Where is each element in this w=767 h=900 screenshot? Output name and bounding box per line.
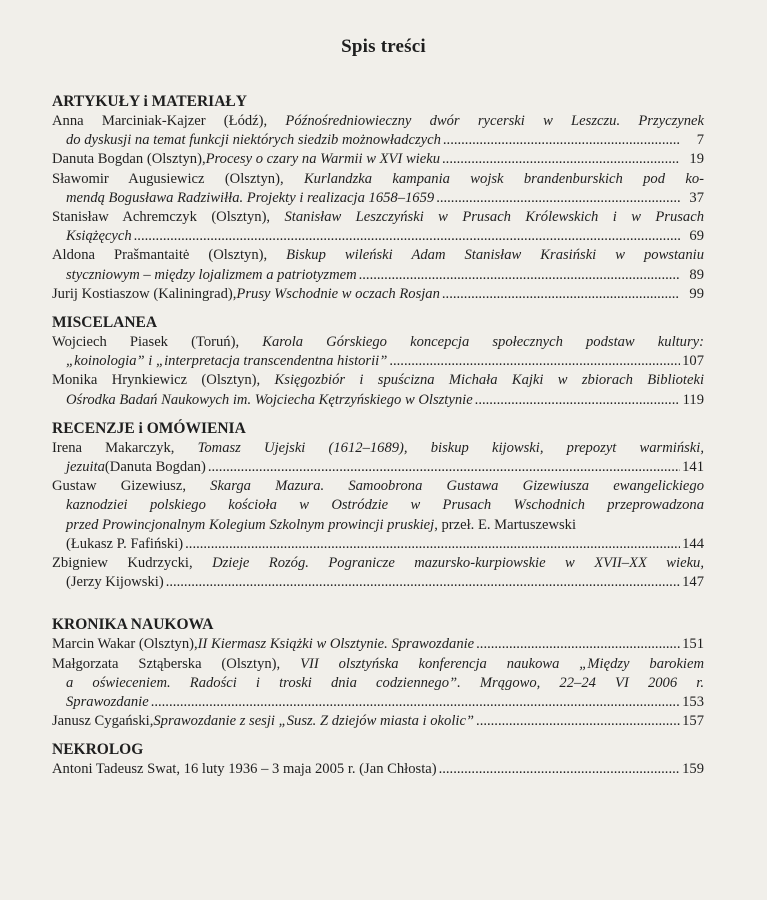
- leader-dots: [166, 573, 680, 592]
- toc-entry: [52, 285, 704, 304]
- page-number: 153: [682, 694, 704, 711]
- toc-entry: [52, 655, 704, 713]
- entry-title: II Kiermasz Książki w Olsztynie. Sprawozdanie: [197, 636, 475, 653]
- leader-dots: [389, 352, 680, 371]
- entry-author: Małgorzata Sztąberska (Olsztyn),: [52, 655, 301, 672]
- section-nekrolog: [52, 740, 704, 779]
- toc-entry: [52, 333, 704, 371]
- entry-author: Anna Marciniak-Kajzer (Łódź),: [52, 113, 286, 129]
- toc-entry: [52, 635, 704, 654]
- entry-author: Monika Hrynkiewicz (Olsztyn),: [52, 372, 275, 389]
- entry-title-cont: styczniowym – między lojalizmem a patriotyzmem: [66, 266, 357, 283]
- section-heading: RECENZJE i OMÓWIENIA: [52, 419, 246, 437]
- entry-author: Zbigniew Kudrzycki,: [52, 555, 213, 572]
- section-recenzje: [52, 419, 704, 593]
- entry-title: Skarga Mazura. Samoobrona Gustawa Gizewiusza ewangelickiego: [210, 478, 704, 495]
- entry-title: Tomasz Ujejski (1612–1689), biskup kijowski, prepozyt warmiński,: [197, 439, 704, 456]
- leader-dots: [442, 150, 680, 169]
- leader-dots: [208, 458, 680, 477]
- page-number: 159: [682, 761, 704, 778]
- section-miscelanea: [52, 313, 704, 410]
- page-number: 157: [682, 713, 704, 730]
- section-heading: MISCELANEA: [52, 314, 158, 332]
- entry-title: Stanisław Leszczyński w Prusach Królewskich i w Prusach: [284, 209, 704, 226]
- entry-author: Gustaw Gizewiusz,: [52, 478, 211, 495]
- entry-title-cont: jezuita: [66, 459, 105, 476]
- leader-dots: [475, 391, 680, 410]
- entry-translator: , przeł. E. Martuszewski: [434, 516, 577, 533]
- entry-title: Prusy Wschodnie w oczach Rosjan: [236, 285, 440, 302]
- entry-title-cont: Książęcych: [66, 228, 132, 245]
- entry-title: Kurlandzka kampania wojsk brandenburskich pod ko-: [303, 170, 704, 187]
- leader-dots: [185, 535, 680, 554]
- entry-author: Irena Makarczyk,: [52, 439, 198, 456]
- entry-reviewer: (Jerzy Kijowski): [66, 574, 164, 591]
- entry-title-cont: kaznodziei polskiego kościoła w Ostródzie w Prusach Wschodnich przeprowadzona: [66, 497, 704, 514]
- section-kronika: [52, 615, 704, 731]
- leader-dots: [134, 227, 680, 246]
- toc-entry: [52, 554, 704, 592]
- leader-dots: [476, 712, 680, 731]
- entry-reviewer: (Danuta Bogdan): [104, 459, 206, 476]
- entry-title-cont: Sprawozdanie: [66, 694, 149, 711]
- entry-author: Wojciech Piasek (Toruń),: [52, 334, 263, 351]
- entry-title: Procesy o czary na Warmii w XVI wieku: [205, 151, 441, 168]
- entry-author: Marcin Wakar (Olsztyn),: [52, 636, 198, 653]
- leader-dots: [443, 131, 680, 150]
- page-number: 107: [682, 353, 704, 370]
- section-heading: NEKROLOG: [52, 741, 144, 759]
- leader-dots: [436, 189, 680, 208]
- toc-entry: [52, 150, 704, 169]
- entry-title-cont: „koinologia” i „interpretacja transcendentna historii”: [66, 353, 388, 370]
- entry-title-cont: Ośrodka Badań Naukowych im. Wojciecha Kętrzyńskiego w Olsztynie: [66, 391, 473, 408]
- entry-title: Biskup wileński Adam Stanisław Krasiński w powstaniu: [286, 247, 704, 264]
- page-number: 89: [689, 266, 704, 283]
- page-title: Spis treści: [341, 36, 426, 57]
- toc-entry: [52, 112, 704, 150]
- toc-entry: [52, 712, 704, 731]
- leader-dots: [151, 693, 680, 712]
- entry-title: Późnośredniowieczny dwór rycerski w Leszczu. Przyczynek: [285, 113, 704, 129]
- page-number: 37: [689, 189, 704, 206]
- leader-dots: [476, 635, 680, 654]
- page-number: 119: [682, 391, 704, 408]
- entry-title: Sprawozdanie z sesji „Susz. Z dziejów miasta i okolic”: [153, 713, 475, 730]
- entry-author: Sławomir Augusiewicz (Olsztyn),: [52, 170, 304, 187]
- page-number: 147: [682, 574, 704, 591]
- toc-entry: [52, 371, 704, 409]
- leader-dots: [359, 266, 680, 285]
- toc-entry: [52, 246, 704, 284]
- toc-entry: [52, 439, 704, 477]
- leader-dots: [442, 285, 680, 304]
- page-number: 151: [682, 636, 704, 653]
- section-heading: ARTYKUŁY i MATERIAŁY: [52, 93, 247, 110]
- toc-entry: [52, 208, 704, 246]
- table-of-contents: [52, 92, 704, 789]
- entry-title-cont: mendą Bogusława Radziwiłła. Projekty i realizacja 1658–1659: [66, 189, 435, 206]
- entry-author: Janusz Cygański,: [52, 713, 154, 730]
- page-number: 141: [682, 459, 704, 476]
- toc-entry: [52, 170, 704, 208]
- page-number: 144: [682, 535, 704, 552]
- page-number: 7: [696, 132, 704, 149]
- entry-title: Księgozbiór i spuścizna Michała Kajki w zbiorach Biblioteki: [274, 372, 704, 389]
- entry-title: Karola Górskiego koncepcja społecznych podstaw kultury:: [262, 334, 704, 351]
- entry-reviewer: (Łukasz P. Fafiński): [66, 535, 184, 552]
- toc-entry: [52, 477, 704, 554]
- entry-author: Antoni Tadeusz Swat, 16 luty 1936 – 3 maja 2005 r. (Jan Chłosta): [52, 761, 437, 778]
- entry-author: Danuta Bogdan (Olsztyn),: [52, 151, 206, 168]
- entry-title-cont: do dyskusji na temat funkcji niektórych siedzib możnowładczych: [66, 132, 441, 149]
- page-number: 19: [689, 151, 704, 168]
- entry-title: VII olsztyńska konferencja naukowa „Między barokiem: [300, 655, 704, 672]
- entry-author: Jurij Kostiaszow (Kaliningrad),: [52, 285, 237, 302]
- entry-title-cont: a oświeceniem. Radości i troski dnia codziennego”. Mrągowo, 22–24 VI 2006 r.: [66, 674, 704, 691]
- entry-title: Dzieje Rozóg. Pogranicze mazursko-kurpiowskie w XVII–XX wieku,: [212, 555, 704, 572]
- toc-entry: [52, 760, 704, 779]
- leader-dots: [439, 760, 680, 779]
- section-artykuly: [52, 92, 704, 304]
- entry-title-cont: przed Prowincjonalnym Kolegium Szkolnym prowincji pruskiej: [66, 516, 435, 533]
- entry-author: Aldona Prašmantaitė (Olsztyn),: [52, 247, 287, 264]
- entry-author: Stanisław Achremczyk (Olsztyn),: [52, 209, 285, 226]
- page-number: 69: [689, 228, 704, 245]
- page-number: 99: [689, 285, 704, 302]
- section-heading: KRONIKA NAUKOWA: [52, 616, 214, 634]
